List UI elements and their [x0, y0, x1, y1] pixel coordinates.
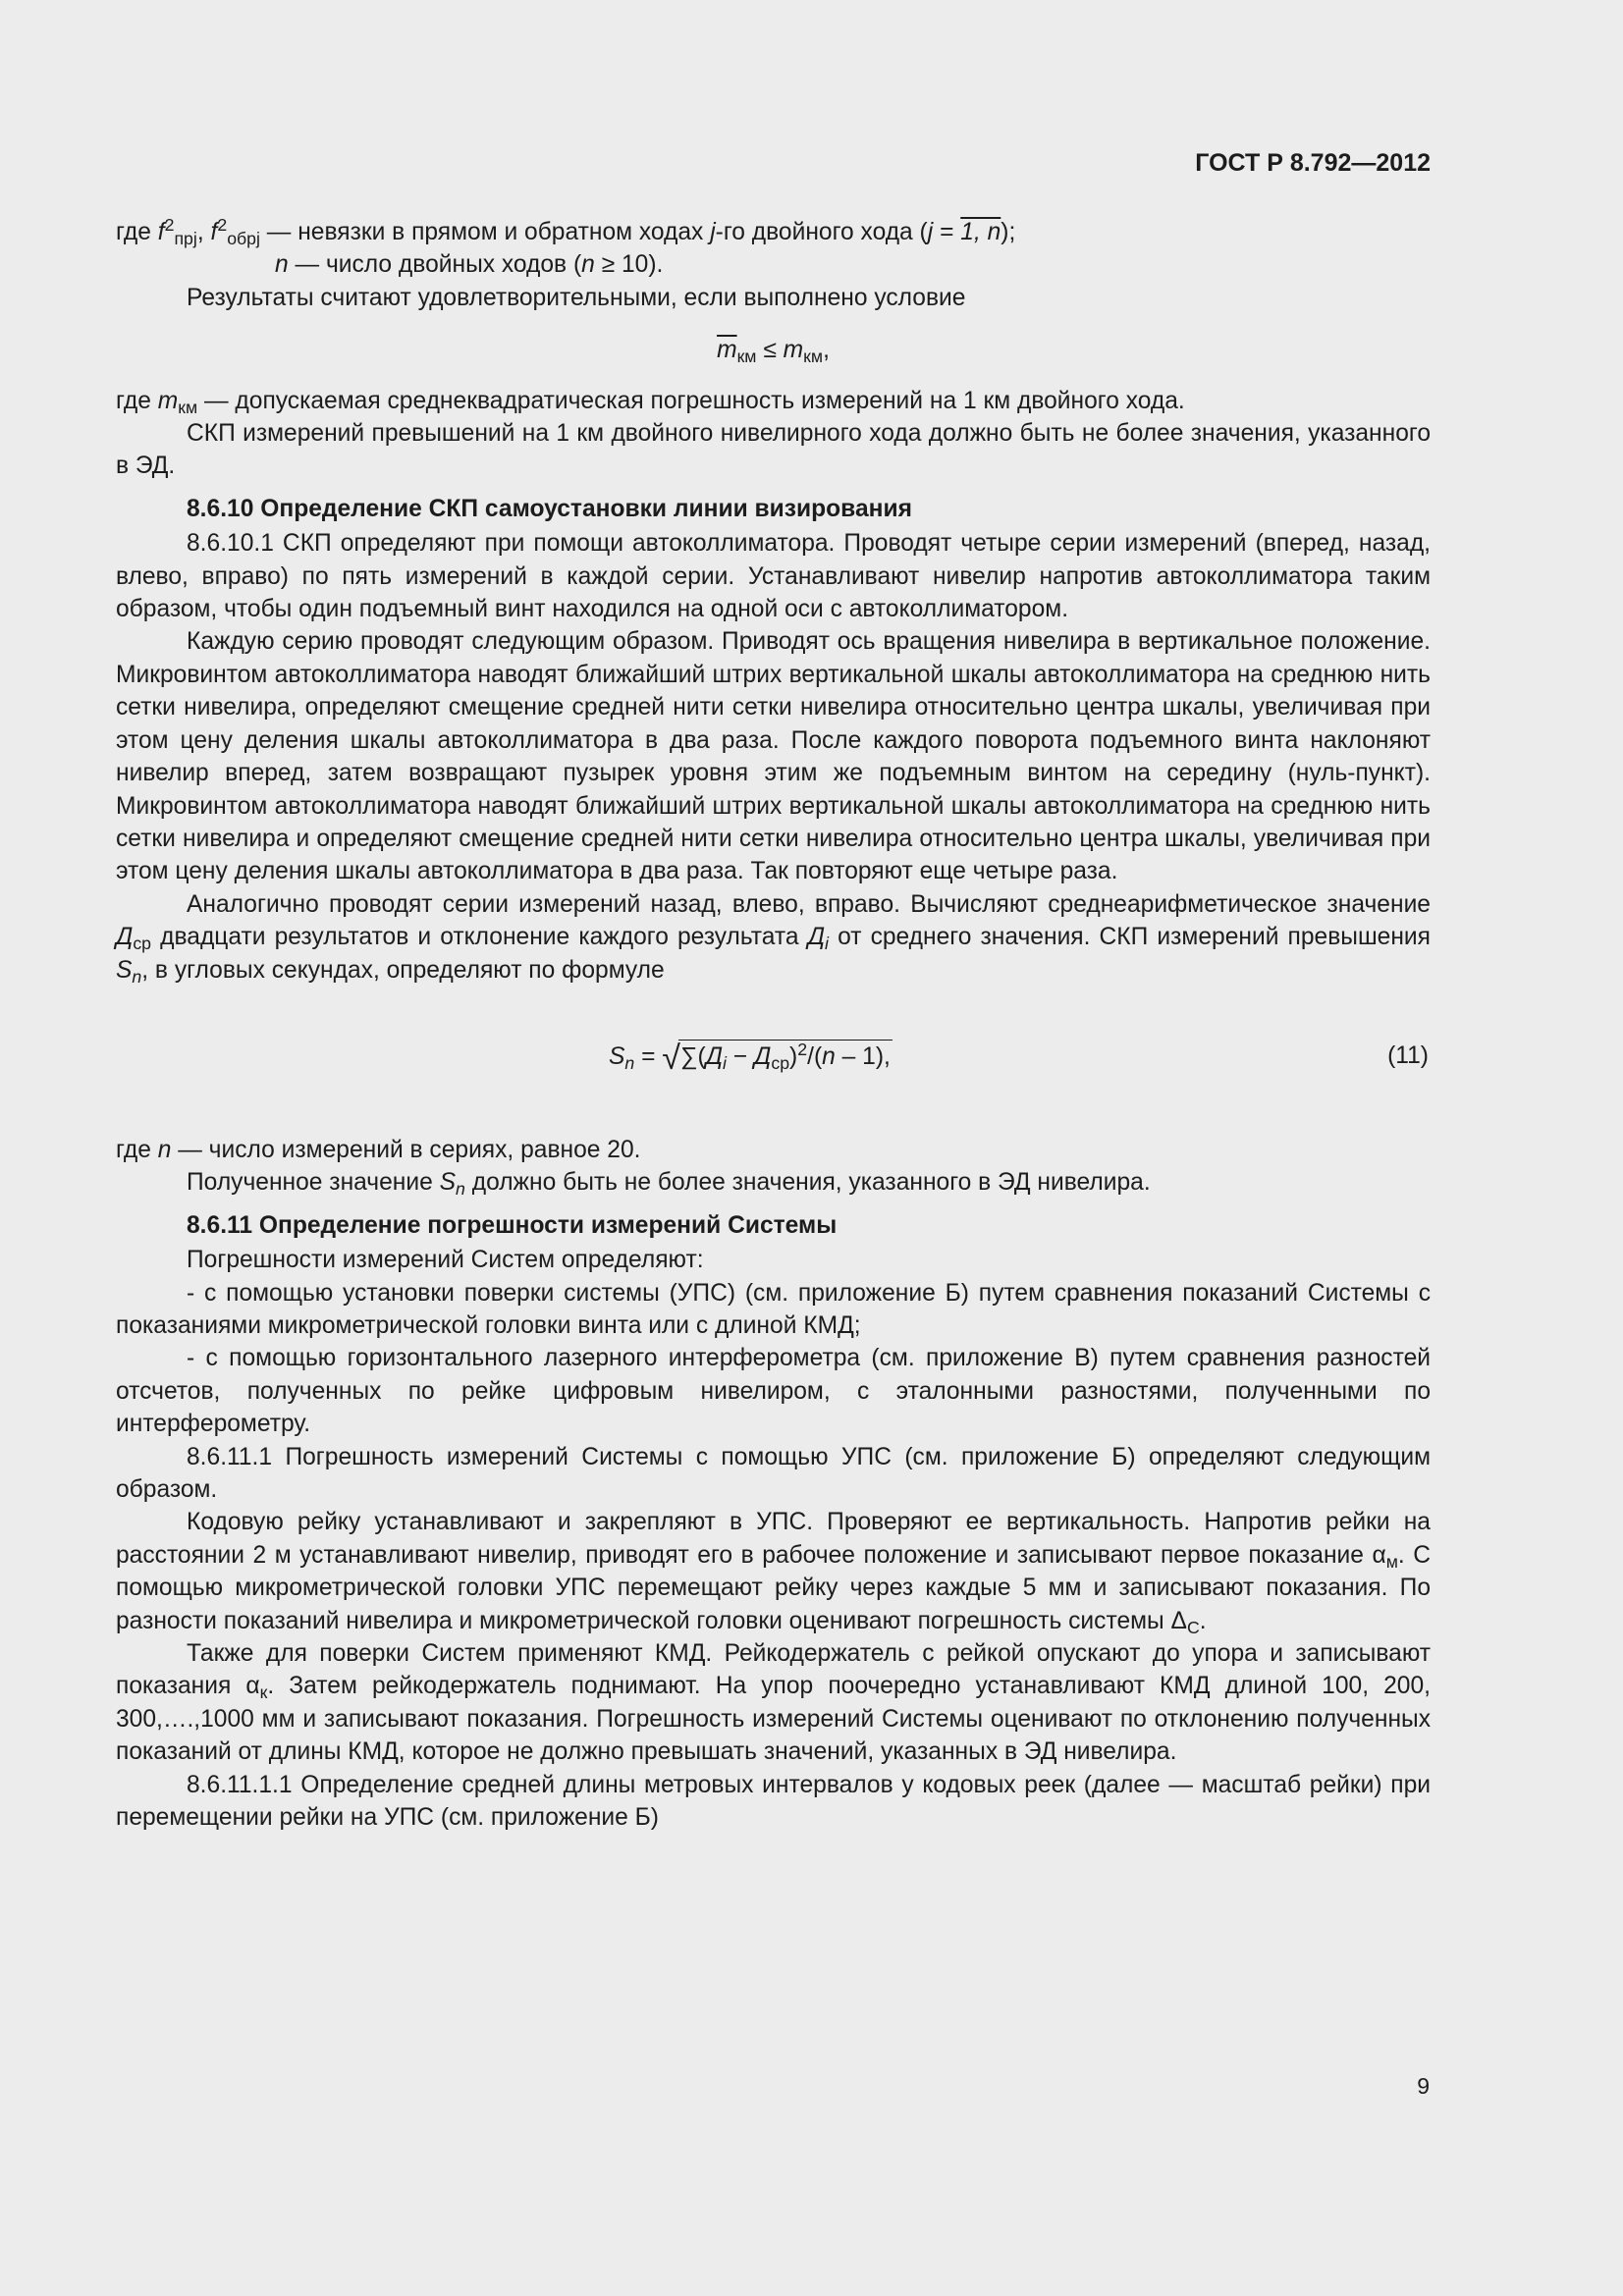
section-heading-8-6-11: 8.6.11 Определение погрешности измерений Системы: [187, 1211, 838, 1239]
formula-11: [116, 987, 1431, 1134]
paragraph-8-6-11-1-1: 8.6.11.1.1 Определение средней длины метровых интервалов у кодовых реек (далее — масштаб рейки) при перемещении рейки на УПС (см. приложение Б): [116, 1771, 1431, 1832]
formula-11-expression: $S_n = √\sum(Д_i - Д_{ср})^2/(n - 1)$,: [609, 1039, 891, 1077]
document-id: ГОСТ Р 8.792—2012: [1195, 149, 1431, 177]
paragraph-kmd: Также для поверки Систем применяют КМД. Рейкодержатель с рейкой опускают до упора и записывают показания $\alpha_к$. Затем рейкодержатель поднимают. На упор поочередно устанавливают КМД длиной 100, 200, 300,….,1000 мм и записывают показания. Погрешность измерений Системы оценивают по отклонению полученных показаний от длины КМД, которое не должно превышать значений, указанных в ЭД нивелира.: [116, 1640, 1431, 1766]
paragraph-satisfactory: Результаты считают удовлетворительными, если выполнено условие: [187, 284, 966, 311]
section-heading-8-6-10: 8.6.10 Определение СКП самоустановки линии визирования: [187, 495, 912, 522]
formula-condition: $\overline{m}_{км} \le m_{км}$,: [717, 337, 830, 367]
list-item-laser: - с помощью горизонтального лазерного интерферометра (см. приложение В) путем сравнения разностей отсчетов, полученных по рейке цифровым нивелиром, с эталонными разностями, полученными по интерферометру.: [116, 1345, 1431, 1438]
paragraph-8-6-10-1: 8.6.10.1 СКП определяют при помощи автоколлиматора. Проводят четыре серии измерений (вперед, назад, влево, вправо) по пять измерений в каждой серии. Устанавливают нивелир напротив автоколлиматора таким образом, чтобы один подъемный винт находился на одной оси с автоколлиматором.: [116, 530, 1431, 623]
where-n20-definition: где n — число измерений в сериях, равное 20.: [116, 1136, 641, 1163]
paragraph-8-6-11-1: 8.6.11.1 Погрешность измерений Системы с помощью УПС (см. приложение Б) определяют следующим образом.: [116, 1443, 1431, 1503]
where-n-definition: n — число двойных ходов (n ≥ 10).: [275, 251, 664, 279]
list-item-ups: - с помощью установки поверки системы (УПС) (см. приложение Б) путем сравнения показаний Системы с показаниями микрометрической головки винта или с длиной КМД;: [116, 1279, 1431, 1339]
radicand: $\sum(Д_i - Д_{ср})^2/(n - 1)$,: [679, 1040, 891, 1073]
paragraph-code-staff: Кодовую рейку устанавливают и закрепляют в УПС. Проверяют ее вертикальность. Напротив рейки на расстоянии 2 м устанавливают нивелир, приводят его в рабочее положение и записывают первое показание $\alpha_м$. С помощью микрометрической головки УПС перемещают рейку через каждые 5 мм и записывают показания. По разности показаний нивелира и микрометрической головки оценивают погрешность системы $\Delta_С$.: [116, 1509, 1431, 1637]
paragraph-skp-km: СКП измерений превышений на 1 км двойного нивелирного хода должно быть не более значения, указанного в ЭД.: [116, 420, 1431, 480]
paragraph-series-procedure: Каждую серию проводят следующим образом. Приводят ось вращения нивелира в вертикальное положение. Микровинтом автоколлиматора наводят ближайший штрих вертикальной шкалы автоколлиматора на среднюю нить сетки нивелира, определяют смещение средней нити сетки нивелира относительно центра шкалы, увеличивая при этом цену деления шкалы автоколлиматора в два раза. После каждого поворота подъемного винта наклоняют нивелир вперед, затем возвращают пузырек уровня этим же подъемным винтом на середину (нуль-пункт). Микровинтом автоколлиматора наводят ближайший штрих вертикальной шкалы автоколлиматора на среднюю нить сетки нивелира и определяют смещение средней нити сетки нивелира относительно центра шкалы, увеличивая при этом цену деления шкалы автоколлиматора в два раза. Так повторяют еще четыре раза.: [116, 628, 1431, 885]
radical-sign: √: [662, 1039, 680, 1077]
where-f-definition: где $f^2_{прj}$, $f^2_{обрj}$ — невязки в прямом и обратном ходах j-го двойного хода (j = 1, n);: [116, 215, 1016, 248]
paragraph-analog-series: Аналогично проводят серии измерений назад, влево, вправо. Вычисляют среднеарифметическое значение $Д_{ср}$ двадцати результатов и отклонение каждого результата $Д_i$ от среднего значения. СКП измерений превышения $S_n$, в угловых секундах, определяют по формуле: [116, 890, 1431, 987]
paragraph-errors-intro: Погрешности измерений Систем определяют:: [187, 1247, 704, 1274]
where-m-definition: где $m_{км}$ — допускаемая среднеквадратическая погрешность измерений на 1 км двойного хода.: [116, 387, 1185, 417]
document-body: [116, 216, 1431, 1834]
page-number: 9: [1417, 2073, 1430, 2099]
formula-number: (11): [1387, 1041, 1429, 1069]
paragraph-sn-limit: Полученное значение $S_n$ должно быть не более значения, указанного в ЭД нивелира.: [187, 1169, 1151, 1200]
